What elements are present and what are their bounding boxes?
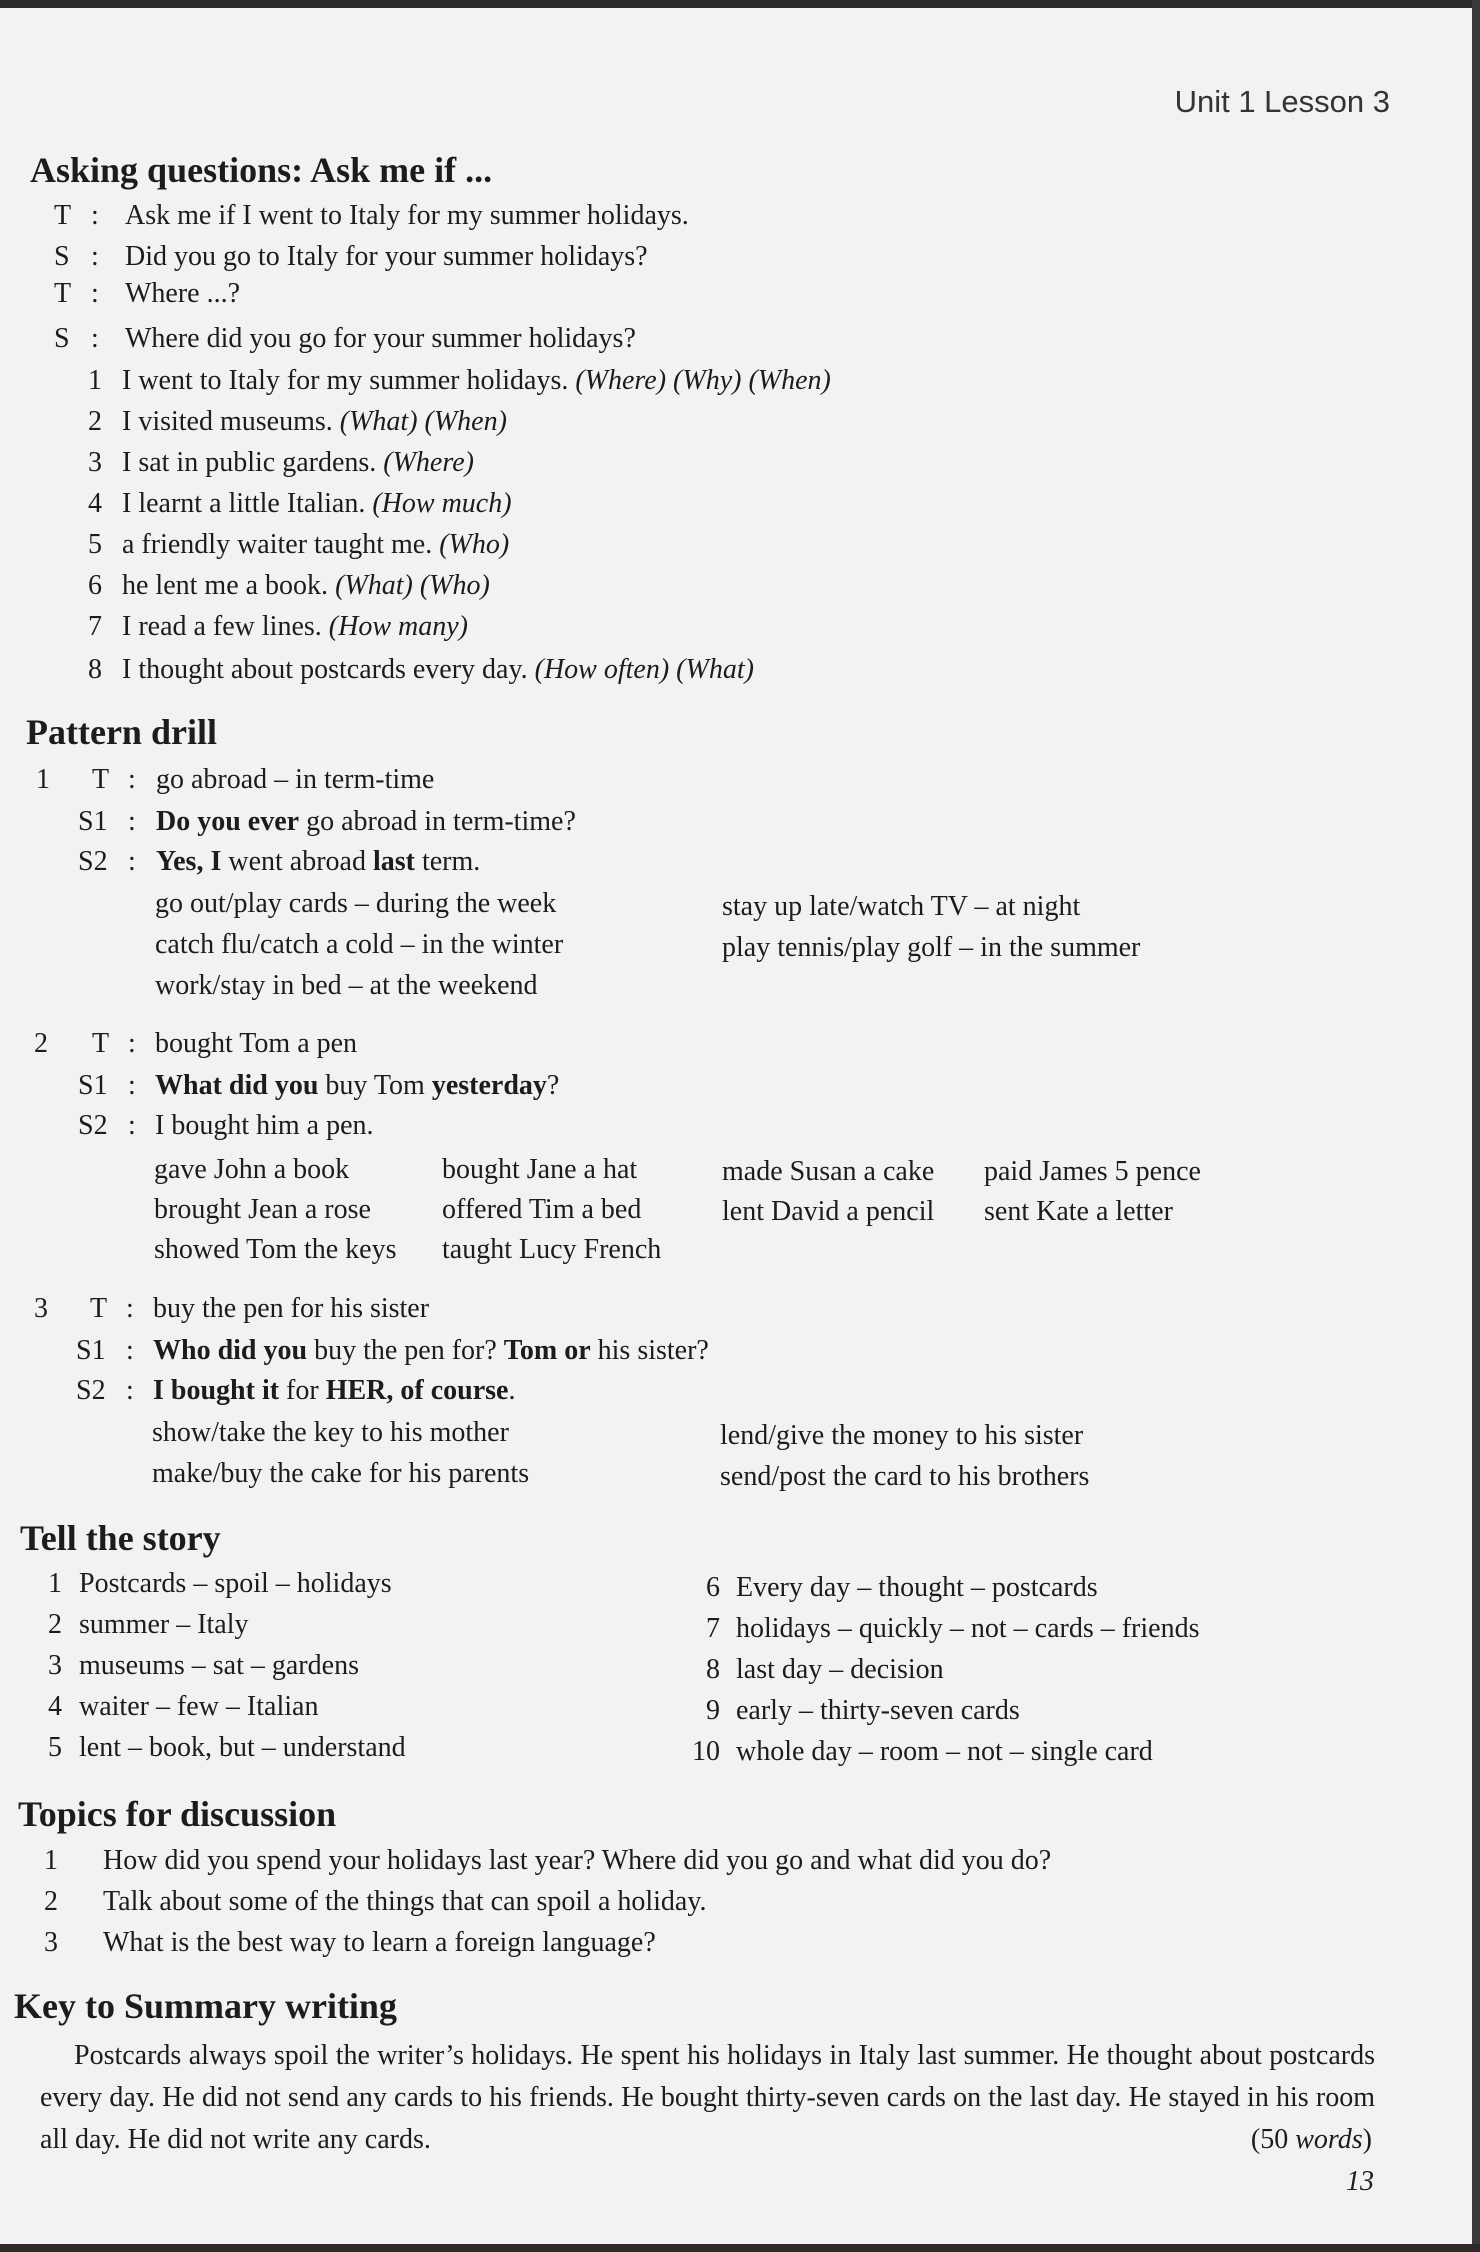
item-number: 6 xyxy=(88,570,102,601)
unit-lesson-header: Unit 1 Lesson 3 xyxy=(1174,84,1390,119)
dialog-line: Did you go to Italy for your summer holidays? xyxy=(125,241,648,272)
colon: : xyxy=(128,806,136,837)
drill-response-s2: Yes, I went abroad last term. xyxy=(156,846,481,877)
summary-paragraph: Postcards always spoil the writer’s holidays. He spent his holidays in Italy last summer. He thought about postcards every day. He did not send any cards to his friends. He bought thirty-seven cards on the last day. He stayed in his room all day. He did not write any cards. xyxy=(40,2040,1375,2155)
story-number: 4 xyxy=(48,1691,62,1722)
story-number: 1 xyxy=(48,1568,62,1599)
topics-section xyxy=(18,1792,336,1836)
story-cue: early – thirty-seven cards xyxy=(736,1695,1020,1726)
colon: : xyxy=(128,1110,136,1141)
drill-cue: lend/give the money to his sister xyxy=(720,1420,1084,1451)
speaker-label: T xyxy=(54,278,72,309)
story-number: 5 xyxy=(48,1732,62,1763)
story-cue: museums – sat – gardens xyxy=(79,1650,359,1681)
drill-cue: play tennis/play golf – in the summer xyxy=(722,932,1141,963)
story-cue: whole day – room – not – single card xyxy=(736,1736,1153,1767)
dialog-line: Where did you go for your summer holidays? xyxy=(125,323,636,354)
speaker-label: T xyxy=(90,1293,108,1324)
drill-cue: offered Tim a bed xyxy=(442,1194,642,1225)
speaker-label: S1 xyxy=(76,1335,106,1366)
speaker-label: S2 xyxy=(76,1375,106,1406)
drill-number: 1 xyxy=(36,764,50,795)
question-cues: (What) (Who) xyxy=(335,570,490,601)
drill-cue: made Susan a cake xyxy=(722,1156,935,1187)
question-item: a friendly waiter taught me. (Who) xyxy=(122,529,510,560)
pattern-drill-section xyxy=(26,710,217,754)
scan-edge-right xyxy=(1472,0,1480,2252)
question-item: he lent me a book. (What) (Who) xyxy=(122,570,490,601)
topic-question: Talk about some of the things that can spoil a holiday. xyxy=(103,1886,707,1917)
question-item: I went to Italy for my summer holidays. (Where) (Why) (When) xyxy=(122,365,831,396)
drill-cue: bought Jane a hat xyxy=(442,1154,638,1185)
drill-cue: taught Lucy French xyxy=(442,1234,662,1265)
story-cue: holidays – quickly – not – cards – friends xyxy=(736,1613,1200,1644)
speaker-label: S2 xyxy=(78,1110,108,1141)
drill-response-s2: I bought him a pen. xyxy=(155,1110,374,1141)
speaker-label: S2 xyxy=(78,846,108,877)
colon: : xyxy=(126,1293,134,1324)
question-item: I sat in public gardens. (Where) xyxy=(122,447,474,478)
question-item: I read a few lines. (How many) xyxy=(122,611,468,642)
drill-cue: stay up late/watch TV – at night xyxy=(722,891,1081,922)
question-cues: (Where) xyxy=(383,447,474,478)
drill-cue: work/stay in bed – at the weekend xyxy=(155,970,538,1001)
question-cues: (Who) xyxy=(439,529,510,560)
item-number: 7 xyxy=(88,611,102,642)
speaker-label: S1 xyxy=(78,806,108,837)
story-cue: Postcards – spoil – holidays xyxy=(79,1568,392,1599)
word-count: (50 words) xyxy=(1250,2124,1372,2155)
speaker-label: S1 xyxy=(78,1070,108,1101)
item-number: 5 xyxy=(88,529,102,560)
story-number: 3 xyxy=(48,1650,62,1681)
speaker-label: S xyxy=(54,241,70,272)
colon: : xyxy=(128,1028,136,1059)
tell-the-story-section xyxy=(20,1516,221,1560)
tell-the-story-title: Tell the story xyxy=(20,1518,221,1558)
drill-number: 3 xyxy=(34,1293,48,1324)
topic-number: 2 xyxy=(44,1886,58,1917)
speaker-label: S xyxy=(54,323,70,354)
question-cues: (How often) (What) xyxy=(534,654,754,685)
colon: : xyxy=(91,200,99,231)
colon: : xyxy=(91,241,99,272)
story-number: 8 xyxy=(706,1654,720,1685)
colon: : xyxy=(128,846,136,877)
question-cues: (What) (When) xyxy=(339,406,507,437)
story-cue: lent – book, but – understand xyxy=(79,1732,406,1763)
drill-cue: sent Kate a letter xyxy=(984,1196,1173,1227)
asking-questions-section xyxy=(30,148,492,192)
drill-prompt: buy the pen for his sister xyxy=(153,1293,430,1324)
story-number: 6 xyxy=(706,1572,720,1603)
drill-cue: lent David a pencil xyxy=(722,1196,935,1227)
colon: : xyxy=(128,764,136,795)
colon: : xyxy=(91,278,99,309)
item-number: 4 xyxy=(88,488,102,519)
story-cue: last day – decision xyxy=(736,1654,944,1685)
drill-cue: gave John a book xyxy=(154,1154,350,1185)
story-cue: summer – Italy xyxy=(79,1609,249,1640)
drill-prompt: go abroad – in term-time xyxy=(156,764,435,795)
drill-cue: make/buy the cake for his parents xyxy=(152,1458,530,1489)
story-number: 2 xyxy=(48,1609,62,1640)
topic-number: 3 xyxy=(44,1927,58,1958)
item-number: 3 xyxy=(88,447,102,478)
story-number: 7 xyxy=(706,1613,720,1644)
drill-number: 2 xyxy=(34,1028,48,1059)
key-summary-section xyxy=(14,1984,397,2028)
drill-cue: catch flu/catch a cold – in the winter xyxy=(155,929,564,960)
drill-cue: showed Tom the keys xyxy=(154,1234,397,1265)
speaker-label: T xyxy=(92,764,110,795)
drill-cue: show/take the key to his mother xyxy=(152,1417,509,1448)
story-cue: Every day – thought – postcards xyxy=(736,1572,1098,1603)
item-number: 8 xyxy=(88,654,102,685)
drill-response-s1: What did you buy Tom yesterday? xyxy=(155,1070,560,1101)
question-cues: (How many) xyxy=(328,611,468,642)
colon: : xyxy=(91,323,99,354)
key-summary-title: Key to Summary writing xyxy=(14,1986,397,2026)
item-number: 1 xyxy=(88,365,102,396)
drill-cue: send/post the card to his brothers xyxy=(720,1461,1090,1492)
dialog-line: Where ...? xyxy=(125,278,241,309)
colon: : xyxy=(128,1070,136,1101)
colon: : xyxy=(126,1335,134,1366)
drill-cue: paid James 5 pence xyxy=(984,1156,1201,1187)
question-item: I thought about postcards every day. (How often) (What) xyxy=(122,654,754,685)
item-number: 2 xyxy=(88,406,102,437)
colon: : xyxy=(126,1375,134,1406)
story-cue: waiter – few – Italian xyxy=(79,1691,319,1722)
drill-response-s1: Do you ever go abroad in term-time? xyxy=(156,806,576,837)
speaker-label: T xyxy=(92,1028,110,1059)
page-number: 13 xyxy=(1346,2166,1374,2197)
question-item: I visited museums. (What) (When) xyxy=(122,406,507,437)
drill-response-s2: I bought it for HER, of course. xyxy=(153,1375,516,1406)
drill-cue: go out/play cards – during the week xyxy=(155,888,557,919)
pattern-drill-title: Pattern drill xyxy=(26,712,217,752)
scan-edge-bottom xyxy=(0,2244,1480,2252)
topic-number: 1 xyxy=(44,1845,58,1876)
story-number: 10 xyxy=(692,1736,720,1767)
topic-question: How did you spend your holidays last year? Where did you go and what did you do? xyxy=(103,1845,1052,1876)
topic-question: What is the best way to learn a foreign language? xyxy=(103,1927,656,1958)
asking-questions-title: Asking questions: Ask me if ... xyxy=(30,150,493,190)
topics-title: Topics for discussion xyxy=(18,1794,337,1834)
dialog-line: Ask me if I went to Italy for my summer holidays. xyxy=(125,200,689,231)
story-number: 9 xyxy=(706,1695,720,1726)
question-cues: (How much) xyxy=(372,488,512,519)
drill-cue: brought Jean a rose xyxy=(154,1194,371,1225)
question-cues: (Where) (Why) (When) xyxy=(575,365,831,396)
drill-response-s1: Who did you buy the pen for? Tom or his sister? xyxy=(153,1335,709,1366)
drill-prompt: bought Tom a pen xyxy=(155,1028,358,1059)
speaker-label: T xyxy=(54,200,72,231)
question-item: I learnt a little Italian. (How much) xyxy=(122,488,512,519)
